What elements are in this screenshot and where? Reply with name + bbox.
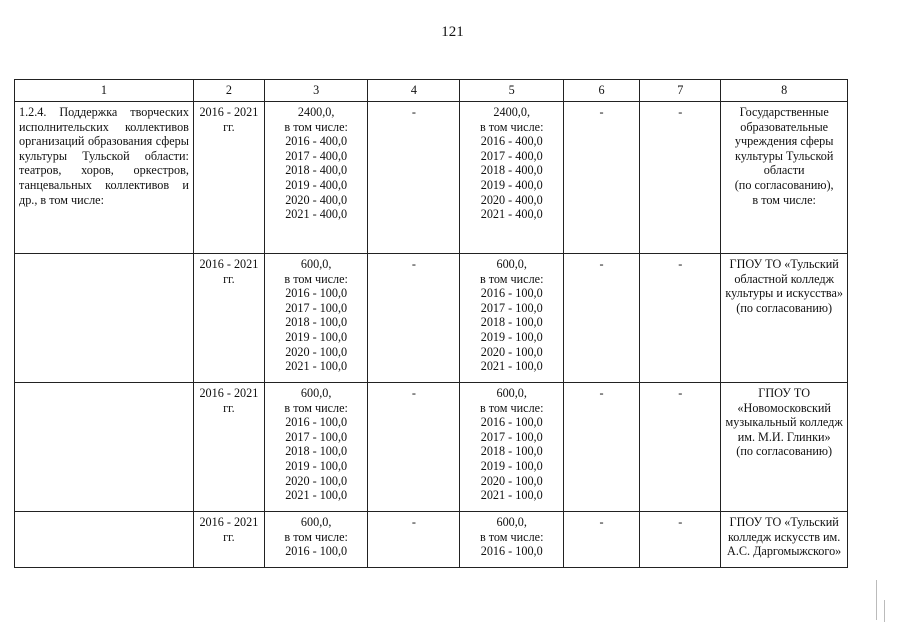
budget-table (14, 79, 848, 568)
cell-line: 2016 - 100,0 (285, 544, 348, 559)
cell-line: учреждения сферы (734, 134, 834, 149)
dash-mark: - (678, 105, 683, 119)
cell-c2 (193, 383, 264, 512)
cell-line: 2016 - 100,0 (480, 286, 543, 301)
cell-line: 2016 - 2021 (199, 105, 259, 119)
cell-line: 2016 - 2021 (199, 257, 259, 271)
cell-c5 (460, 512, 564, 568)
cell-c7 (640, 254, 721, 383)
column-header-8: 8 (721, 80, 848, 102)
cell-line: 2018 - 400,0 (285, 163, 348, 178)
cell-c6 (564, 383, 640, 512)
cell-line: Государственные (739, 105, 829, 119)
cell-line: 600,0, (496, 257, 527, 271)
cell-line: (по согласованию), (734, 177, 834, 192)
cell-line: А.С. Даргомыжского» (727, 544, 842, 559)
cell-line: 2016 - 2021 (199, 515, 259, 529)
cell-line: 2020 - 100,0 (480, 473, 543, 488)
cell-c8 (721, 254, 848, 383)
header-row (15, 80, 848, 102)
cell-line: области (763, 163, 805, 178)
cell-line: в том числе: (479, 271, 544, 286)
cell-line: 2400,0, (493, 105, 530, 119)
dash-mark: - (411, 105, 416, 119)
cell-line: ГПОУ ТО «Тульский (729, 515, 839, 529)
cell-line: в том числе: (752, 192, 816, 207)
cell-line: культуры и искусства» (725, 286, 843, 301)
cell-line: 2017 - 100,0 (480, 300, 543, 315)
cell-c3 (264, 512, 368, 568)
scan-artifact (876, 580, 877, 620)
cell-c7 (640, 512, 721, 568)
dash-mark: - (599, 105, 604, 119)
cell-line: 600,0, (300, 515, 332, 529)
cell-line: 2016 - 100,0 (480, 415, 543, 430)
cell-c3 (264, 383, 368, 512)
cell-c3 (264, 254, 368, 383)
cell-line: ГПОУ ТО (758, 386, 811, 400)
cell-line: 2021 - 100,0 (285, 359, 348, 374)
cell-line: в том числе: (479, 119, 544, 134)
dash-mark: - (678, 386, 683, 400)
cell-line: 2021 - 100,0 (480, 359, 543, 374)
cell-line: 2020 - 100,0 (285, 344, 348, 359)
cell-line: 2016 - 2021 (199, 386, 259, 400)
cell-line: 2020 - 100,0 (285, 473, 348, 488)
cell-line: 2017 - 100,0 (480, 429, 543, 444)
cell-line: 2020 - 100,0 (480, 344, 543, 359)
cell-c2 (193, 512, 264, 568)
cell-c4 (368, 102, 460, 254)
column-header-4: 4 (368, 80, 460, 102)
cell-line: гг. (223, 119, 235, 134)
table-row (15, 254, 848, 383)
cell-line: 2017 - 100,0 (285, 300, 348, 315)
cell-c3 (264, 102, 368, 254)
column-header-7: 7 (640, 80, 721, 102)
cell-c7 (640, 102, 721, 254)
dash-mark: - (411, 257, 416, 271)
cell-c2 (193, 102, 264, 254)
cell-line: 2018 - 400,0 (480, 163, 543, 178)
cell-line: гг. (223, 400, 235, 415)
cell-c8 (721, 102, 848, 254)
cell-line: 2017 - 100,0 (285, 429, 348, 444)
cell-line: 2021 - 100,0 (480, 488, 543, 503)
dash-mark: - (678, 515, 683, 529)
cell-c1 (15, 383, 194, 512)
cell-line: музыкальный колледж (725, 415, 843, 430)
page-number: 121 (441, 24, 464, 40)
cell-line: 2019 - 400,0 (285, 177, 348, 192)
cell-c1 (15, 254, 194, 383)
cell-c5 (460, 254, 564, 383)
dash-mark: - (678, 257, 683, 271)
cell-line: 2018 - 100,0 (480, 315, 543, 330)
cell-c1 (15, 102, 194, 254)
dash-mark: - (599, 515, 604, 529)
cell-c2 (193, 254, 264, 383)
cell-line: 600,0, (496, 386, 527, 400)
cell-line: 600,0, (300, 386, 332, 400)
cell-c6 (564, 512, 640, 568)
cell-c4 (368, 254, 460, 383)
cell-line: культуры Тульской (734, 148, 834, 163)
cell-text: 1.2.4. Поддержка творческих исполнительских коллективов организаций образования сферы культуры Тульской области: театров, хоров, оркестров, танцевальных коллективов и др., в том числе: (19, 105, 189, 207)
scan-artifact (884, 600, 885, 622)
cell-line: 2021 - 100,0 (285, 488, 348, 503)
cell-c5 (460, 102, 564, 254)
cell-line: областной колледж (734, 271, 834, 286)
table-body (15, 102, 848, 568)
cell-line: 2019 - 400,0 (480, 177, 543, 192)
cell-line: в том числе: (284, 529, 348, 544)
dash-mark: - (599, 257, 604, 271)
cell-line: 2020 - 400,0 (285, 192, 348, 207)
cell-line: 2016 - 100,0 (285, 286, 348, 301)
cell-line: (по согласованию) (736, 444, 833, 459)
cell-c4 (368, 512, 460, 568)
cell-c1 (15, 512, 194, 568)
cell-line: образовательные (740, 119, 829, 134)
cell-line: 2019 - 100,0 (285, 329, 348, 344)
cell-line: 600,0, (300, 257, 332, 271)
table-row (15, 512, 848, 568)
cell-line: 2016 - 400,0 (480, 134, 543, 149)
table-row (15, 102, 848, 254)
cell-line: 2018 - 100,0 (285, 315, 348, 330)
column-header-3: 3 (264, 80, 368, 102)
cell-line: в том числе: (284, 400, 348, 415)
cell-line: в том числе: (479, 400, 544, 415)
cell-c8 (721, 512, 848, 568)
cell-c8 (721, 383, 848, 512)
column-header-1: 1 (15, 80, 194, 102)
cell-line: 2019 - 100,0 (480, 329, 543, 344)
cell-line: 2016 - 100,0 (285, 415, 348, 430)
column-header-2: 2 (193, 80, 264, 102)
cell-line: 2019 - 100,0 (480, 458, 543, 473)
table-row (15, 383, 848, 512)
cell-line: «Новомосковский (737, 400, 831, 415)
cell-line: 600,0, (496, 515, 527, 529)
cell-c6 (564, 254, 640, 383)
cell-line: 2021 - 400,0 (480, 207, 543, 222)
cell-line: 2017 - 400,0 (285, 148, 348, 163)
cell-line: 2021 - 400,0 (285, 207, 348, 222)
cell-c5 (460, 383, 564, 512)
cell-line: в том числе: (284, 271, 348, 286)
cell-line: 2018 - 100,0 (285, 444, 348, 459)
cell-c4 (368, 383, 460, 512)
cell-line: 2020 - 400,0 (480, 192, 543, 207)
cell-line: гг. (223, 271, 235, 286)
cell-line: колледж искусств им. (728, 529, 841, 544)
dash-mark: - (411, 386, 416, 400)
cell-line: им. М.И. Глинки» (737, 429, 831, 444)
cell-c6 (564, 102, 640, 254)
dash-mark: - (411, 515, 416, 529)
cell-line: 2400,0, (297, 105, 335, 119)
cell-line: в том числе: (284, 119, 348, 134)
cell-line: ГПОУ ТО «Тульский (729, 257, 839, 271)
cell-c7 (640, 383, 721, 512)
cell-line: 2016 - 100,0 (480, 544, 543, 559)
dash-mark: - (599, 386, 604, 400)
cell-line: (по согласованию) (736, 300, 833, 315)
cell-line: 2016 - 400,0 (285, 134, 348, 149)
cell-line: 2018 - 100,0 (480, 444, 543, 459)
cell-line: 2017 - 400,0 (480, 148, 543, 163)
column-header-6: 6 (564, 80, 640, 102)
cell-line: в том числе: (479, 529, 544, 544)
column-header-5: 5 (460, 80, 564, 102)
cell-line: гг. (223, 529, 235, 544)
cell-line: 2019 - 100,0 (285, 458, 348, 473)
